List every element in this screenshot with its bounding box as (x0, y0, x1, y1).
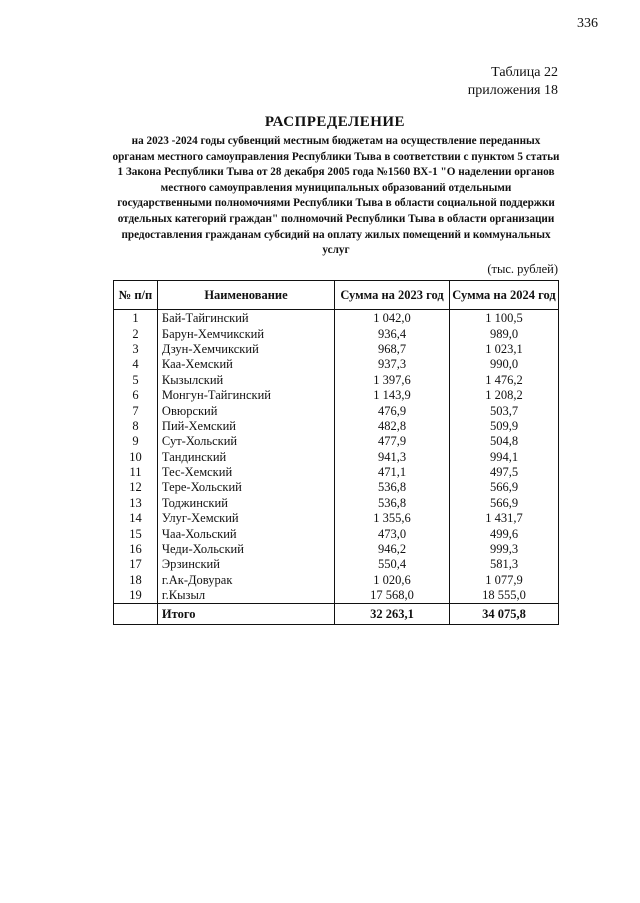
row-name: Тере-Хольский (157, 480, 334, 495)
row-sum-2024: 509,9 (450, 419, 559, 434)
table-row (114, 434, 559, 449)
row-number: 3 (114, 342, 158, 357)
table-row (114, 373, 559, 388)
table-row (114, 450, 559, 465)
table-ref-line1: Таблица 22 (491, 65, 558, 80)
row-sum-2024: 1 023,1 (450, 342, 559, 357)
row-number: 13 (114, 496, 158, 511)
table-row (114, 542, 559, 557)
document-subtitle: на 2023 -2024 годы субвенций местным бюджетам на осуществление переданных органам местного самоуправления Республики Тыва в соответствии с пунктом 5 статьи 1 Закона Республики Тыва от 28 декабря 2005 года №1560 ВХ-1 "О наделении органов местного самоуправления муниципальных образований отдельными государственными полномочиями Республики Тыва в области социальной поддержки отдельных категорий граждан" полномочий Республики Тыва в области организации предоставления гражданам субсидий на оплату жилых помещений и коммунальных услуг (112, 135, 560, 257)
row-sum-2024: 18 555,0 (450, 588, 559, 604)
table-row (114, 480, 559, 495)
row-sum-2023: 1 397,6 (335, 373, 450, 388)
table-row (114, 419, 559, 434)
row-name: Тоджинский (157, 496, 334, 511)
row-number: 14 (114, 511, 158, 526)
row-sum-2024: 1 077,9 (450, 573, 559, 588)
total-2023: 32 263,1 (335, 604, 450, 625)
row-number: 4 (114, 357, 158, 372)
table-row (114, 511, 559, 526)
header-sum-2023: Сумма на 2023 год (335, 281, 450, 310)
row-sum-2024: 999,3 (450, 542, 559, 557)
row-sum-2023: 536,8 (335, 480, 450, 495)
page-number: 336 (577, 16, 598, 31)
table-row (114, 357, 559, 372)
row-name: Кызылский (157, 373, 334, 388)
row-sum-2024: 1 208,2 (450, 388, 559, 403)
row-sum-2023: 1 143,9 (335, 388, 450, 403)
table-row (114, 588, 559, 604)
row-sum-2023: 937,3 (335, 357, 450, 372)
row-number: 16 (114, 542, 158, 557)
row-name: Эрзинский (157, 557, 334, 572)
row-number: 18 (114, 573, 158, 588)
row-sum-2023: 1 020,6 (335, 573, 450, 588)
table-row (114, 573, 559, 588)
table-row (114, 526, 559, 541)
row-sum-2024: 1 431,7 (450, 511, 559, 526)
table-row (114, 326, 559, 341)
row-number: 12 (114, 480, 158, 495)
row-name: Чеди-Хольский (157, 542, 334, 557)
header-name: Наименование (157, 281, 334, 310)
total-label: Итого (157, 604, 334, 625)
row-name: Каа-Хемский (157, 357, 334, 372)
row-name: Бай-Тайгинский (157, 310, 334, 327)
row-number: 9 (114, 434, 158, 449)
row-sum-2023: 536,8 (335, 496, 450, 511)
row-number: 1 (114, 310, 158, 327)
distribution-table (113, 280, 559, 625)
row-number: 19 (114, 588, 158, 604)
row-sum-2023: 968,7 (335, 342, 450, 357)
row-sum-2024: 499,6 (450, 526, 559, 541)
row-sum-2024: 990,0 (450, 357, 559, 372)
row-name: Барун-Хемчикский (157, 326, 334, 341)
row-sum-2024: 497,5 (450, 465, 559, 480)
row-sum-2024: 566,9 (450, 480, 559, 495)
row-sum-2024: 1 476,2 (450, 373, 559, 388)
row-sum-2024: 504,8 (450, 434, 559, 449)
row-name: г.Ак-Довурак (157, 573, 334, 588)
row-name: Тес-Хемский (157, 465, 334, 480)
row-number: 6 (114, 388, 158, 403)
row-sum-2023: 477,9 (335, 434, 450, 449)
row-sum-2024: 994,1 (450, 450, 559, 465)
row-sum-2023: 550,4 (335, 557, 450, 572)
row-sum-2023: 946,2 (335, 542, 450, 557)
table-row (114, 557, 559, 572)
header-sum-2024: Сумма на 2024 год (450, 281, 559, 310)
total-num-cell (114, 604, 158, 625)
row-name: Сут-Хольский (157, 434, 334, 449)
row-sum-2023: 471,1 (335, 465, 450, 480)
row-name: г.Кызыл (157, 588, 334, 604)
row-name: Овюрский (157, 403, 334, 418)
row-sum-2023: 17 568,0 (335, 588, 450, 604)
table-row (114, 465, 559, 480)
row-number: 11 (114, 465, 158, 480)
table-row (114, 310, 559, 327)
row-sum-2023: 1 042,0 (335, 310, 450, 327)
row-number: 15 (114, 526, 158, 541)
row-number: 2 (114, 326, 158, 341)
header-number: № п/п (114, 281, 158, 310)
row-number: 8 (114, 419, 158, 434)
row-name: Улуг-Хемский (157, 511, 334, 526)
total-row (114, 604, 559, 625)
table-row (114, 496, 559, 511)
row-sum-2024: 566,9 (450, 496, 559, 511)
row-sum-2023: 936,4 (335, 326, 450, 341)
row-number: 10 (114, 450, 158, 465)
table-reference (468, 64, 558, 100)
row-name: Пий-Хемский (157, 419, 334, 434)
row-sum-2024: 503,7 (450, 403, 559, 418)
units-label: (тыс. рублей) (487, 262, 558, 276)
document-title: РАСПРЕДЕЛЕНИЕ (264, 114, 406, 130)
row-sum-2024: 581,3 (450, 557, 559, 572)
row-sum-2023: 941,3 (335, 450, 450, 465)
table-row (114, 342, 559, 357)
row-name: Чаа-Хольский (157, 526, 334, 541)
table-ref-line2: приложения 18 (467, 83, 558, 98)
row-sum-2024: 1 100,5 (450, 310, 559, 327)
total-2024: 34 075,8 (450, 604, 559, 625)
table-row (114, 403, 559, 418)
table-row (114, 388, 559, 403)
table-header-row (114, 281, 559, 310)
row-number: 7 (114, 403, 158, 418)
row-number: 5 (114, 373, 158, 388)
row-sum-2023: 482,8 (335, 419, 450, 434)
row-sum-2023: 1 355,6 (335, 511, 450, 526)
row-name: Монгун-Тайгинский (157, 388, 334, 403)
table-body (114, 310, 559, 625)
row-name: Тандинский (157, 450, 334, 465)
row-number: 17 (114, 557, 158, 572)
row-sum-2023: 476,9 (335, 403, 450, 418)
row-sum-2024: 989,0 (450, 326, 559, 341)
row-sum-2023: 473,0 (335, 526, 450, 541)
row-name: Дзун-Хемчикский (157, 342, 334, 357)
